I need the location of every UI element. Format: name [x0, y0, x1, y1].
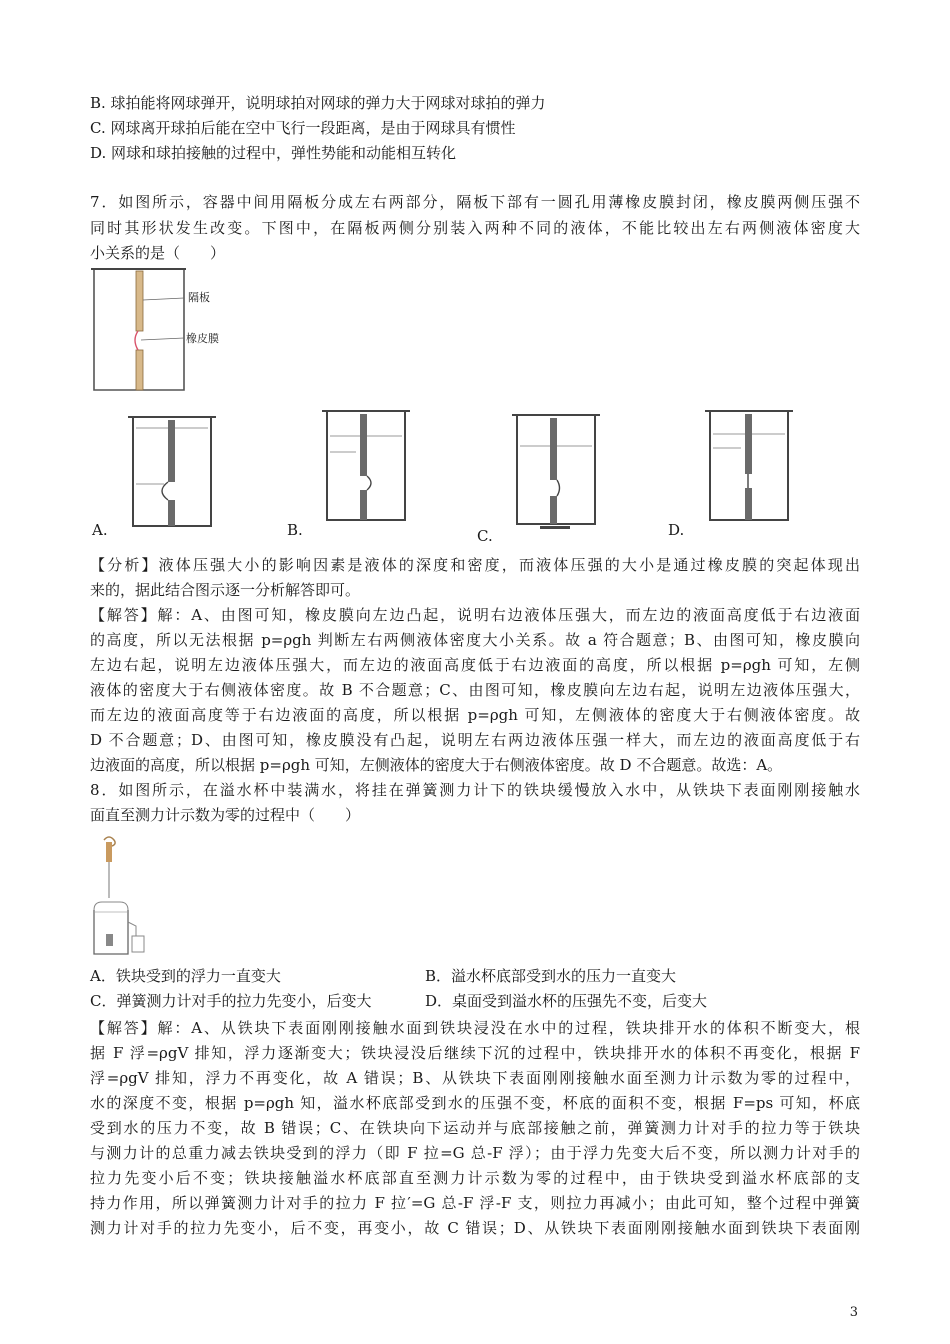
q8-answer-line: 【解答】解：A、从铁块下表面刚刚接触水面到铁块浸没在水中的过程，铁块排开水的体积不断变大，根	[90, 1019, 860, 1037]
q8-stem-line: 面直至测力计示数为零的过程中（ ）	[90, 806, 361, 824]
q8-option-c[interactable]: C．弹簧测力计对手的拉力先变小，后变大	[90, 992, 372, 1010]
q8-answer-line: 水的深度不变，根据 p=ρgh 知，溢水杯底部受到水的压强不变，杯底的面积不变，根据 F=ps 可知，杯底	[90, 1094, 860, 1112]
q8-option-b[interactable]: B．溢水杯底部受到水的压力一直变大	[425, 967, 677, 985]
membrane-label: 橡皮膜	[186, 332, 219, 345]
q8-answer-line: 持力作用，所以弹簧测力计对手的拉力 F 拉′=G 总-F 浮-F 支，则拉力再减小；由此可知，整个过程中弹簧	[90, 1194, 860, 1212]
q6-option-d: D. 网球和球拍接触的过程中，弹性势能和动能相互转化	[90, 144, 457, 162]
q8-answer-line: 受到水的压力不变，故 B 错误；C、在铁块向下运动并与底部接触之前，弹簧测力计对手的拉力等于铁块	[90, 1119, 860, 1137]
q7-answer-line: 的高度，所以无法根据 p=ρgh 判断左右两侧液体密度大小关系。故 a 符合题意；B、由图可知，橡皮膜向	[90, 631, 860, 649]
q8-answer-line: 拉力先变小后不变；铁块接触溢水杯底部直至测力计示数为零的过程中，由于铁块受到溢水杯底部的支	[90, 1169, 860, 1187]
q7-option-c-letter[interactable]: C.	[477, 527, 493, 545]
q8-option-d[interactable]: D．桌面受到溢水杯的压强先不变，后变大	[425, 992, 708, 1010]
q7-option-d-letter[interactable]: D.	[668, 521, 685, 539]
q7-answer-line: D 不合题意；D、由图可知，橡皮膜没有凸起，说明左右两边液体压强一样大，而左边的液面高度低于右	[90, 731, 860, 749]
page-number: 3	[849, 1305, 858, 1320]
q7-answer-line: 【解答】解：A、由图可知，橡皮膜向左边凸起，说明右边液体压强大，而左边的液面高度低于右边液面	[90, 606, 860, 624]
q8-answer-line: 浮=ρgV 排知，浮力不再变化，故 A 错误；B、从铁块下表面刚刚接触水面至测力计示数为零的过程中，	[90, 1069, 860, 1087]
q8-option-a[interactable]: A．铁块受到的浮力一直变大	[90, 967, 281, 985]
partition-label: 隔板	[188, 291, 210, 304]
q7-answer-line: 左边右起，说明左边液体压强大，而左边的液面高度低于右边液面的高度，所以根据 p=ρgh 可知，左侧	[90, 656, 860, 674]
q7-option-b-letter[interactable]: B.	[287, 521, 303, 539]
q7-option-a-figure	[126, 414, 218, 532]
q7-stem-line: 同时其形状发生改变。下图中，在隔板两侧分别装入两种不同的液体，不能比较出左右两侧液体密度大	[90, 219, 860, 237]
q7-option-c-figure	[510, 412, 602, 532]
q8-answer-line: 据 F 浮=ρgV 排知，浮力逐渐变大；铁块浸没后继续下沉的过程中，铁块排开水的体积不再变化，根据 F	[90, 1044, 860, 1062]
q7-answer-line: 液体的密度大于右侧液体密度。故 B 不合题意；C、由图可知，橡皮膜向左边右起，说明左边液体压强大，	[90, 681, 860, 699]
q7-stem-line: 7．如图所示，容器中间用隔板分成左右两部分，隔板下部有一圆孔用薄橡皮膜封闭，橡皮膜两侧压强不	[90, 193, 860, 211]
q7-container-figure	[88, 266, 238, 396]
q7-answer-line: 而左边的液面高度等于右边液面的高度，所以根据 p=ρgh 可知，左侧液体的密度大于右侧液体密度。故	[90, 706, 860, 724]
q7-option-b-figure	[320, 408, 412, 526]
q8-answer-line: 测力计对手的拉力先变小，后不变，再变小，故 C 错误；D、从铁块下表面刚刚接触水面到铁块下表面刚	[90, 1219, 860, 1237]
q7-answer-line: 边液面的高度，所以根据 p=ρgh 可知，左侧液体的密度大于右侧液体密度。故 D 不合题意。故选：A。	[90, 756, 783, 774]
q8-overflow-cup-figure	[90, 830, 150, 955]
q7-option-d-figure	[703, 408, 795, 526]
q7-analysis-line: 来的，据此结合图示逐一分析解答即可。	[90, 581, 361, 599]
q7-option-a-letter[interactable]: A.	[92, 521, 108, 539]
q8-stem-line: 8．如图所示，在溢水杯中装满水，将挂在弹簧测力计下的铁块缓慢放入水中，从铁块下表面刚刚接触水	[90, 781, 860, 799]
q8-answer-line: 与测力计的总重力减去铁块受到的浮力（即 F 拉=G 总-F 浮）；由于浮力先变大后不变，所以测力计对手的	[90, 1144, 860, 1162]
q6-option-c: C. 网球离开球拍后能在空中飞行一段距离，是由于网球具有惯性	[90, 119, 516, 137]
q7-analysis-line: 【分析】液体压强大小的影响因素是液体的深度和密度，而液体压强的大小是通过橡皮膜的突起体现出	[90, 556, 860, 574]
q7-stem-line: 小关系的是（ ）	[90, 244, 226, 262]
q6-option-b: B. 球拍能将网球弹开，说明球拍对网球的弹力大于网球对球拍的弹力	[90, 94, 546, 112]
